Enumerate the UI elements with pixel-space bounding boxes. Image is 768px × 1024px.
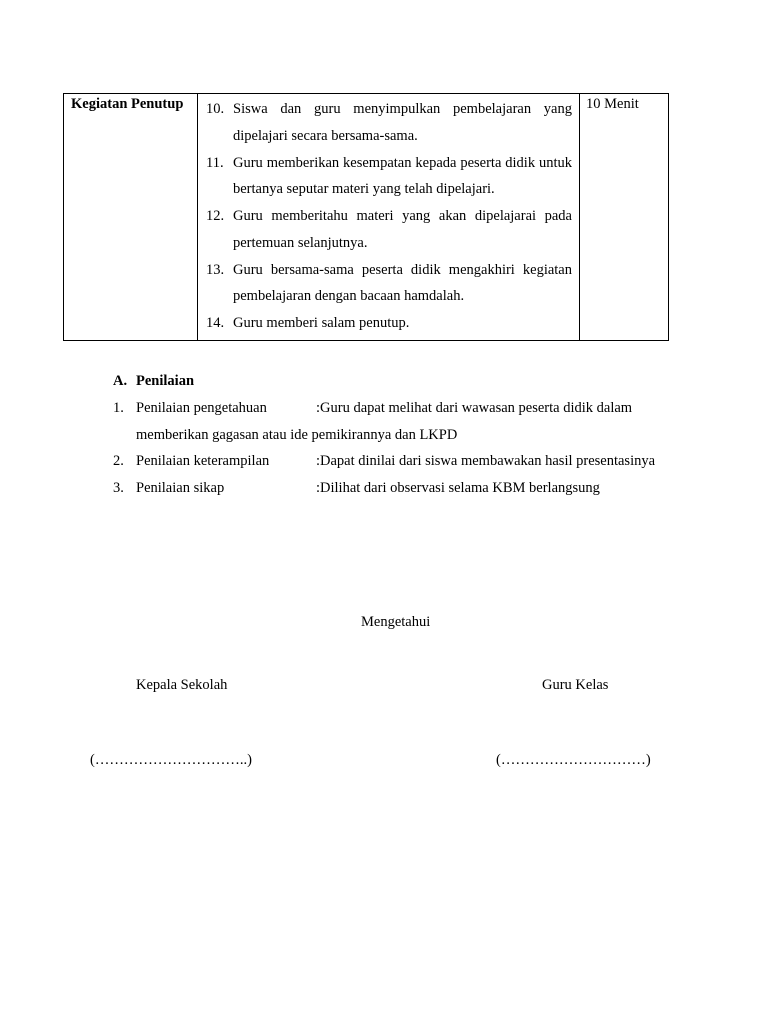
activity-name: Kegiatan Penutup [71, 96, 184, 112]
item-description: :Dapat dinilai dari siswa membawakan hasil presentasinya [316, 453, 656, 469]
list-item [206, 150, 572, 204]
item-label: Penilaian pengetahuan [136, 400, 267, 416]
teacher-signature-line: (…………………………) [496, 752, 651, 768]
list-item [206, 310, 572, 337]
item-number: 2. [113, 453, 124, 469]
item-description-continued: memberikan gagasan atau ide pemikirannya dan LKPD [136, 427, 458, 443]
list-item [206, 96, 572, 150]
item-description: :Dilihat dari observasi selama KBM berlangsung [316, 480, 600, 496]
step-number: 12. [206, 208, 225, 224]
section-heading: Penilaian [136, 373, 195, 389]
step-number: 14. [206, 315, 225, 331]
table-row [64, 94, 669, 341]
step-text: Guru memberi salam penutup. [233, 315, 410, 331]
step-text: Guru memberikan kesempatan kepada peserta didik untuk bertanya seputar materi yang telah dipelajari. [233, 154, 572, 198]
step-number: 13. [206, 261, 225, 278]
steps-list [198, 94, 579, 340]
step-text: Guru bersama-sama peserta didik mengakhiri kegiatan pembelajaran dengan bacaan hamdalah. [233, 261, 572, 305]
closing-activity-table [63, 93, 669, 341]
item-label: Penilaian keterampilan [136, 453, 270, 469]
activity-cell [64, 94, 198, 341]
principal-title: Kepala Sekolah [136, 677, 228, 693]
steps-cell [198, 94, 580, 341]
duration-cell [580, 94, 669, 341]
principal-signature-line: (…………………………..) [90, 752, 252, 768]
step-number: 10. [206, 101, 225, 117]
section-marker: A. [113, 373, 128, 389]
step-text: Guru memberitahu materi yang akan dipelajarai pada pertemuan selanjutnya. [233, 208, 572, 251]
item-label: Penilaian sikap [136, 480, 225, 496]
item-number: 3. [113, 480, 124, 496]
step-text: Siswa dan guru menyimpulkan pembelajaran yang dipelajari secara bersama-sama. [233, 101, 572, 144]
duration-value: 10 Menit [586, 96, 639, 112]
step-number: 11. [206, 154, 224, 171]
mengetahui-label: Mengetahui [361, 614, 431, 630]
item-number: 1. [113, 400, 124, 416]
list-item [206, 203, 572, 257]
item-description: :Guru dapat melihat dari wawasan peserta didik dalam [316, 400, 633, 416]
teacher-title: Guru Kelas [542, 677, 609, 693]
list-item [206, 257, 572, 311]
